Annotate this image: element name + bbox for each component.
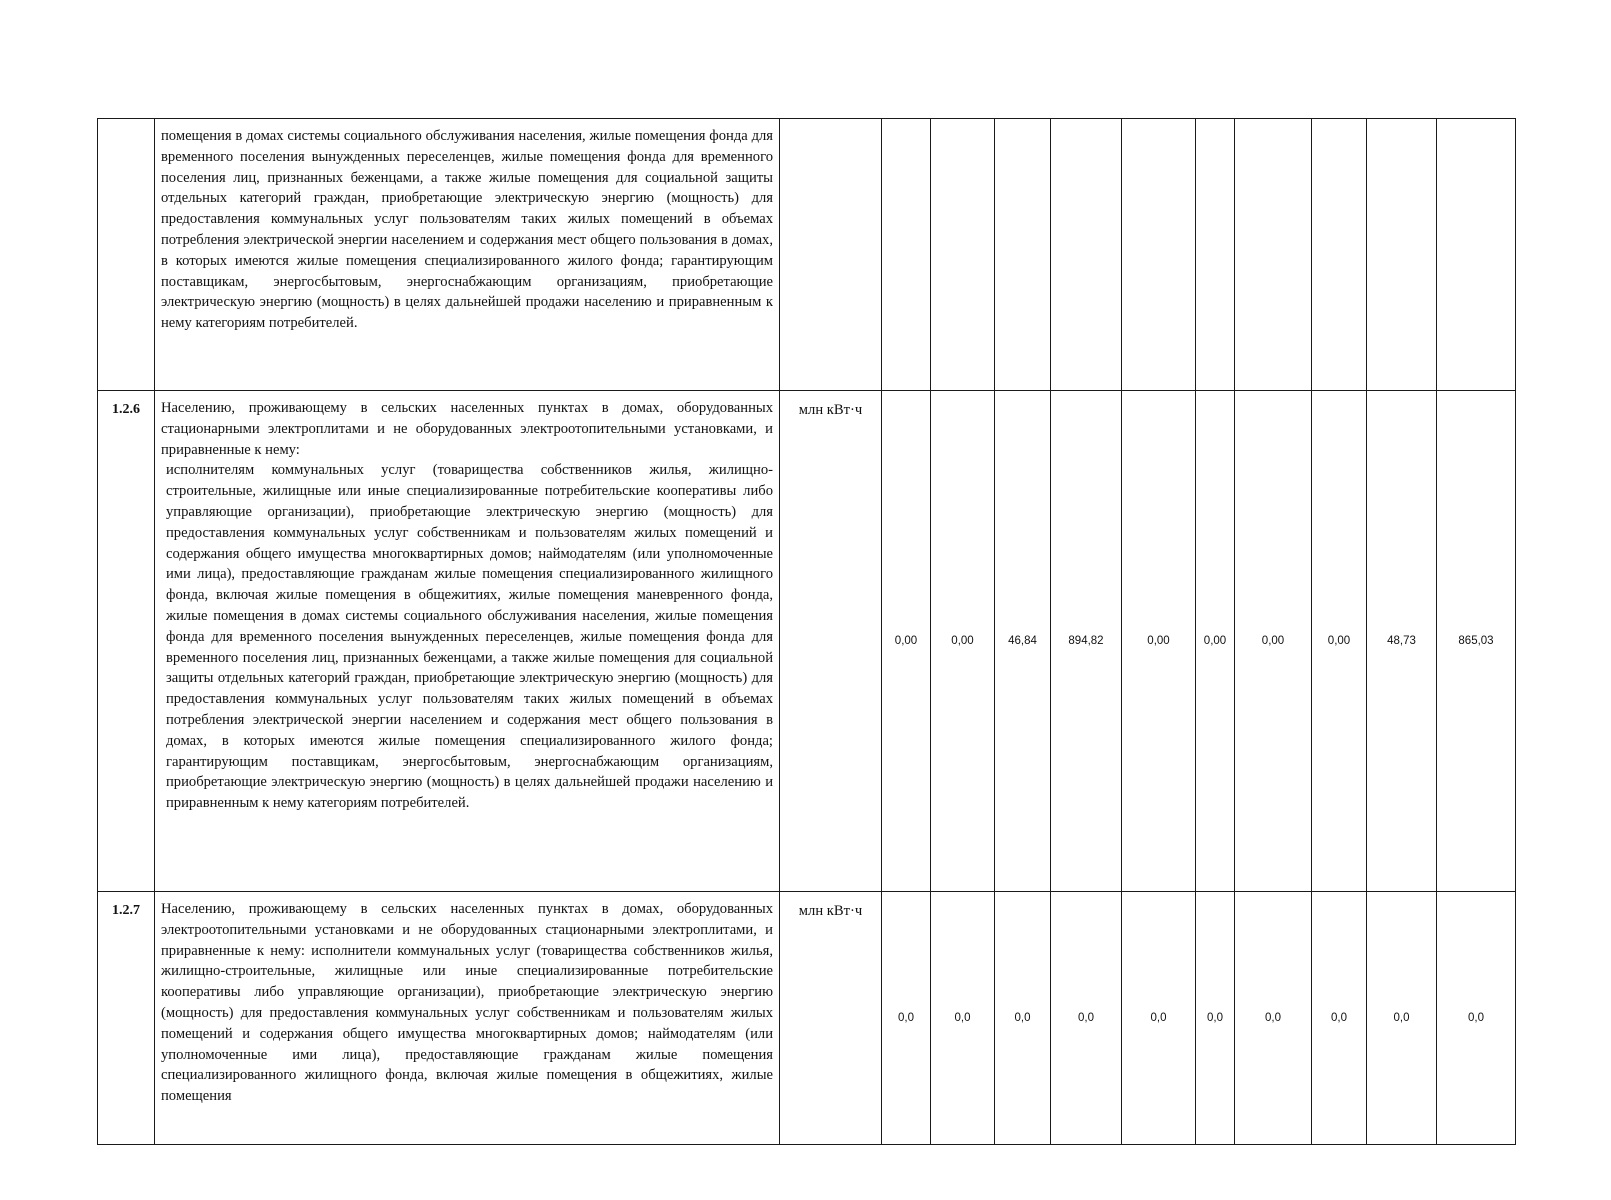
table-row [98,119,1516,391]
value-cell: 0,00 [1312,391,1367,892]
row-unit: млн кВт·ч [780,391,882,892]
value-cell [1437,119,1516,391]
value-cell [1051,119,1122,391]
value-cell: 0,0 [995,892,1051,1145]
table-row [98,391,1516,892]
row-description [155,119,780,391]
value-cell: 0,00 [882,391,931,892]
value-cell [1196,119,1235,391]
description-text: Населению, проживающему в сельских населенных пунктах в домах, оборудованных электроотопительными установками и не оборудованных стационарными электроплитами, и приравненные к нему: исполнители коммунальных услуг (товарищества собственников жилья, жилищно-строительные, жилищные или иные специализированные потребительские кооперативы либо управляющие организации), приобретающие электрическую энергию (мощность) для предоставления коммунальных услуг собственникам и пользователям жилых помещений и содержания общего имущества многоквартирных домов; наймодателям (или уполномоченные ими лица), предоставляющие гражданам жилые помещения специализированного жилищного фонда, включая жилые помещения в общежитиях, жилые помещения [161,901,773,1105]
row-number [98,119,155,391]
value-cell: 0,0 [1122,892,1196,1145]
row-number: 1.2.6 [98,391,155,892]
value-cell: 865,03 [1437,391,1516,892]
value-cell [1122,119,1196,391]
value-cell: 0,0 [1051,892,1122,1145]
value-cell: 0,00 [931,391,995,892]
value-cell [1235,119,1312,391]
value-cell [1367,119,1437,391]
data-table [97,118,1516,1145]
value-cell: 0,0 [1312,892,1367,1145]
value-cell: 0,0 [1367,892,1437,1145]
row-unit: млн кВт·ч [780,892,882,1145]
value-cell: 0,0 [1235,892,1312,1145]
value-cell: 0,0 [882,892,931,1145]
value-cell: 0,0 [931,892,995,1145]
description-text: исполнителям коммунальных услуг (товарищества собственников жилья, жилищно-строительные, жилищные или иные специализированные потребительские кооперативы либо управляющие организации), приобретающие электрическую энергию (мощность) для предоставления коммунальных услуг собственникам и пользователям жилых помещений и содержания общего имущества многоквартирных домов; наймодателям (или уполномоченные ими лица), предоставляющие гражданам жилые помещения специализированного жилищного фонда, включая жилые помещения в общежитиях, жилые помещения маневренного фонда, жилые помещения в домах системы социального обслуживания населения, жилые помещения фонда для временного поселения вынужденных переселенцев, жилые помещения фонда для временного поселения лиц, признанных беженцами, а также жилые помещения для социальной защиты отдельных категорий граждан, приобретающие электрическую энергию (мощность) для предоставления коммунальных услуг пользователям таких жилых помещений в объемах потребления электрической энергии населением и содержания мест общего пользования в домах, в которых имеются жилые помещения специализированного жилого фонда; гарантирующим поставщикам, энергосбытовым, энергоснабжающим организациям, приобретающие электрическую энергию (мощность) в целях дальнейшей продажи населению и приравненным к нему категориям потребителей. [166,462,773,812]
value-cell: 894,82 [1051,391,1122,892]
value-cell: 46,84 [995,391,1051,892]
value-cell: 0,0 [1196,892,1235,1145]
row-description [155,391,780,892]
value-cell [931,119,995,391]
row-description [155,892,780,1145]
description-intro: Населению, проживающему в сельских населенных пунктах в домах, оборудованных стационарными электроплитами и не оборудованных электроотопительными установками, и приравненные к нему: [161,400,773,458]
value-cell: 0,00 [1196,391,1235,892]
description-text: помещения в домах системы социального обслуживания населения, жилые помещения фонда для временного поселения вынужденных переселенцев, жилые помещения фонда для временного поселения лиц, признанных беженцами, а также жилые помещения для социальной защиты отдельных категорий граждан, приобретающие электрическую энергию (мощность) для предоставления коммунальных услуг пользователям таких жилых помещений в объемах потребления электрической энергии населением и содержания мест общего пользования в домах, в которых имеются жилые помещения специализированного жилого фонда; гарантирующим поставщикам, энергосбытовым, энергоснабжающим организациям, приобретающие электрическую энергию (мощность) в целях дальнейшей продажи населению и приравненным к нему категориям потребителей. [161,128,773,332]
row-unit [780,119,882,391]
value-cell: 0,0 [1437,892,1516,1145]
row-number: 1.2.7 [98,892,155,1145]
value-cell [882,119,931,391]
table-row [98,892,1516,1145]
value-cell [1312,119,1367,391]
value-cell: 48,73 [1367,391,1437,892]
value-cell: 0,00 [1235,391,1312,892]
value-cell [995,119,1051,391]
value-cell: 0,00 [1122,391,1196,892]
